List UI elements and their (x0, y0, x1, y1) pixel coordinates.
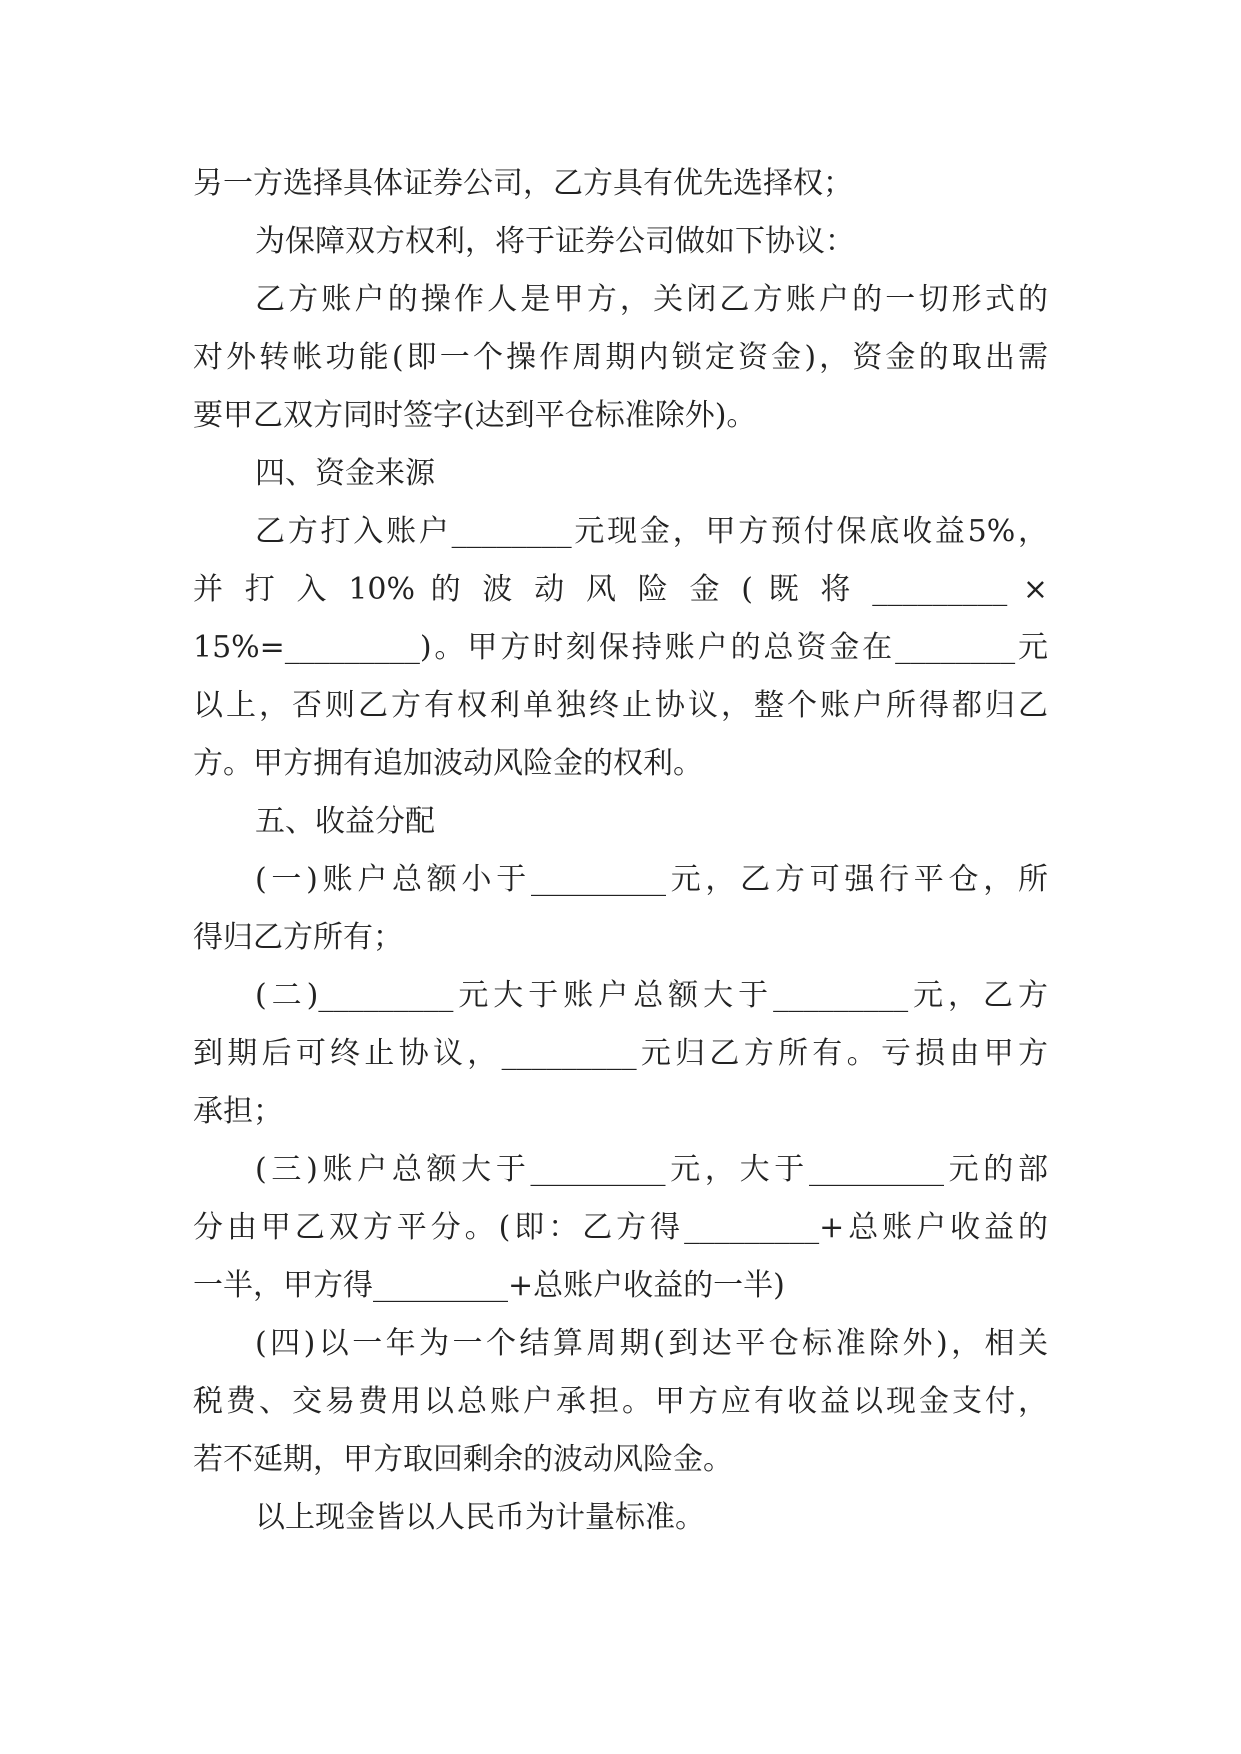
paragraph-line: 一半，甲方得_________+总账户收益的一半) (193, 1268, 785, 1303)
paragraph-line: 税费、交易费用以总账户承担。甲方应有收益以现金支付， (193, 1384, 1048, 1419)
paragraph-line: 为保障双方权利，将于证券公司做如下协议： (255, 224, 855, 259)
paragraph-line: (二)_________元大于账户总额大于_________元，乙方 (255, 978, 1048, 1013)
paragraph-line: 15%=_________)。甲方时刻保持账户的总资金在________元 (193, 630, 1048, 665)
paragraph-line: 对外转帐功能(即一个操作周期内锁定资金)，资金的取出需 (193, 340, 1048, 375)
paragraph-line: 要甲乙双方同时签字(达到平仓标准除外)。 (193, 398, 757, 433)
section-heading: 五、收益分配 (255, 804, 435, 839)
paragraph-line: (三)账户总额大于_________元，大于_________元的部 (255, 1152, 1048, 1187)
paragraph-line: 以上，否则乙方有权利单独终止协议，整个账户所得都归乙 (193, 688, 1048, 723)
paragraph-line: 并 打 入 10% 的 波 动 风 险 金 ( 既 将 _________ × (193, 572, 1048, 607)
paragraph-line: 另一方选择具体证券公司，乙方具有优先选择权； (193, 166, 853, 201)
paragraph-line: 以上现金皆以人民币为计量标准。 (255, 1500, 705, 1535)
paragraph-line: (一)账户总额小于_________元，乙方可强行平仓，所 (255, 862, 1048, 897)
paragraph-line: 方。甲方拥有追加波动风险金的权利。 (193, 746, 703, 781)
paragraph-line: 若不延期，甲方取回剩余的波动风险金。 (193, 1442, 733, 1477)
paragraph-line: 乙方账户的操作人是甲方，关闭乙方账户的一切形式的 (255, 282, 1048, 317)
paragraph-line: 到期后可终止协议，_________元归乙方所有。亏损由甲方 (193, 1036, 1048, 1071)
paragraph-line: 得归乙方所有； (193, 920, 403, 955)
paragraph-line: 分由甲乙双方平分。(即：乙方得_________+总账户收益的 (193, 1210, 1048, 1245)
section-heading: 四、资金来源 (255, 456, 435, 491)
paragraph-line: 承担； (193, 1094, 283, 1129)
paragraph-line: 乙方打入账户________元现金，甲方预付保底收益5%， (255, 514, 1048, 549)
document-page (193, 155, 1048, 1547)
paragraph-line: (四)以一年为一个结算周期(到达平仓标准除外)，相关 (255, 1326, 1048, 1361)
